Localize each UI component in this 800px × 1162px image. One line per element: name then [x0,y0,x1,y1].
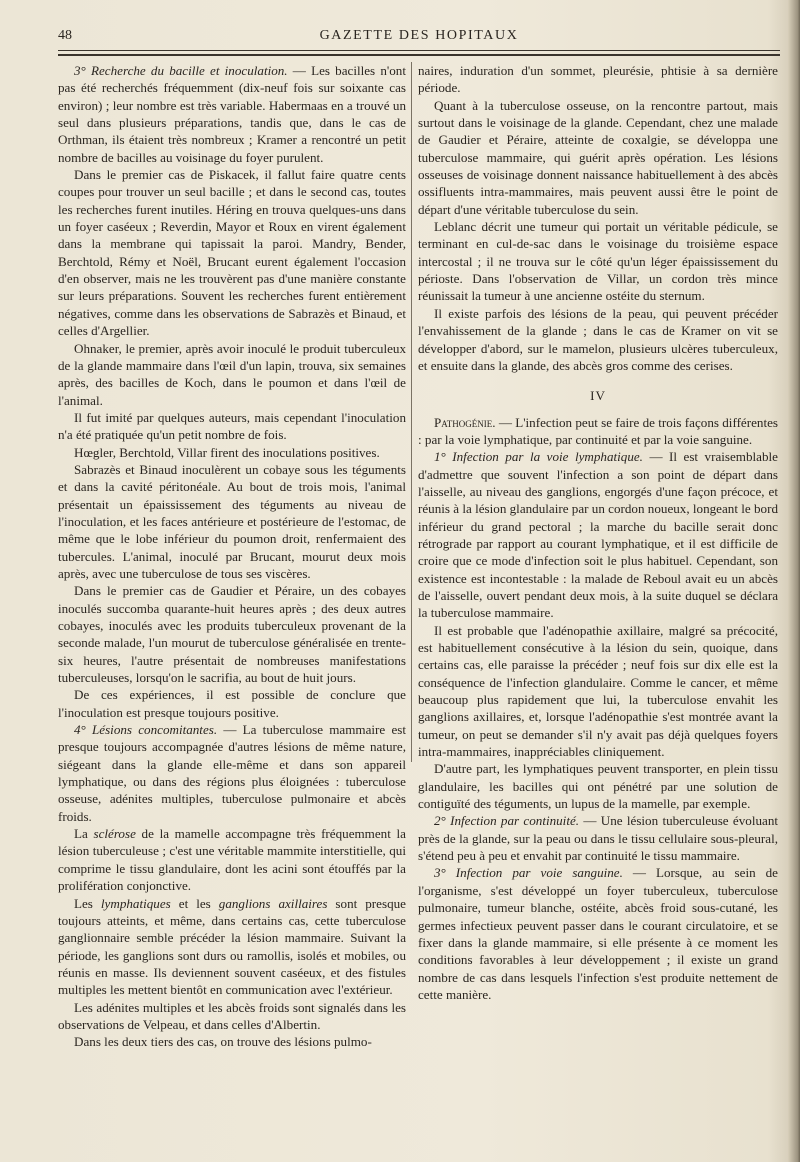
paragraph: Dans les deux tiers des cas, on trouve des lésions pulmo- [74,1034,372,1050]
page-header [58,28,780,50]
paragraph: Sabrazès et Binaud inoculèrent un cobaye sous les téguments et dans la cavité péritonéale. Au bout de trois mois, l'animal présentait un épaississement des téguments au niveau de l'inoculation, et les faces antérieure et postérieure de l'estomac, de même que le lobe inférieur du poumon droit, renfermaient des tubercules. L'animal, inoculé par Brucant, mourut deux mois après, avec une tuberculose de tous ses viscères. [58,461,406,581]
page-number: 48 [58,28,72,43]
paragraph: Il est probable que l'adénopathie axillaire, malgré sa précocité, est habituellement consécutive à la lésion du sein, quoique, dans certains cas, elle paraisse la précéder ; neuf fois sur dix elle est la conséquence de l'infection glandulaire. Comme le cancer, et même beaucoup plus rapidement que lui, la tuberculose envahit les ganglions axillaires, et, lorsque l'adénopathie s'est montrée avant la tumeur, on peut se demander s'il n'y avait pas déjà quelques foyers intra-mammaires, inappréciables cliniquement. [418,622,778,760]
running-title: GAZETTE DES HOPITAUX [319,28,519,43]
paragraph: Leblanc décrit une tumeur qui portait un véritable pédicule, se terminant en cul-de-sac dans le voisinage du troisième espace intercostal ; il ne trouva sur le côté qu'un léger épaississement du périoste. Dans l'observation de Villar, un cordon très mince réunissait la tumeur à une ancienne ostéite du sternum. [418,219,778,304]
binding-edge [788,0,800,1162]
right-column [418,62,778,1003]
paragraph: D'autre part, les lymphatiques peuvent transporter, en plein tissu glandulaire, les bacilles qui ont pénétré par une solution de contiguïté des téguments, un lupus de la mamelle, par exemple. [418,761,778,812]
paragraph: Il fut imité par quelques auteurs, mais cependant l'inoculation n'a été pratiquée qu'un petit nombre de fois. [58,409,406,443]
section-heading: IV [590,388,606,404]
header-rule-thin [58,50,780,51]
paragraph: La sclérose de la mamelle accompagne très fréquemment la lésion tuberculeuse ; c'est une véritable mammite interstitielle, qui comprime le tissu glandulaire, dont les acini sont étouffés par la prolifération conjonctive. [58,826,406,894]
left-column [58,62,406,1051]
paragraph: De ces expériences, il est possible de conclure que l'inoculation est presque toujours positive. [58,687,406,720]
paragraph: 3° Recherche du bacille et inoculation. — Les bacilles n'ont pas été recherchés fréquemment (dix-neuf fois sur soixante cas environ) ; leur nombre est très variable. Habermaas en a trouvé un seul dans plusieurs préparations, tandis que, dans le cas de Orthman, ils étaient très nombreux ; Kramer a rencontré un petit nombre de bacilles au voisinage du foyer purulent. [58,63,406,165]
header-rule-thick [58,54,780,56]
paragraph: Dans le premier cas de Piskacek, il fallut faire quatre cents coupes pour trouver un seul bacille ; et dans le second cas, toutes les recherches furent inutiles. Héring en trouva quelques-uns dans un foyer caséeux ; Reverdin, Mayor et Roux en virent également dans la membrane qui tapissait la paroi. Mandry, Bender, Berchtold, Rémy et Noël, Brucant eurent également l'occasion d'en observer, mais ne les trouvèrent pas d'une manière constante sur leurs préparations. Souvent les recherches furent entièrement négatives, comme dans les observations de Sabrazès et Binaud, et celles d'Argellier. [58,167,406,339]
paragraph: Les lymphatiques et les ganglions axillaires sont presque toujours atteints, et même, dans certains cas, cette tuberculose ganglionnaire semble précéder la lésion mammaire. Suivant la période, les ganglions sont durs ou ramollis, isolés et mobiles, ou réunis en masse. Ils deviennent souvent caséeux, et des fistules multiples les mettent bientôt en communication avec l'extérieur. [58,895,406,998]
paragraph: Hœgler, Berchtold, Villar firent des inoculations positives. [74,444,380,460]
paragraph: naires, induration d'un sommet, pleurésie, phtisie à sa dernière période. [418,63,778,96]
paragraph: Pathogénie. — L'infection peut se faire de trois façons différentes : par la voie lymphatique, par continuité et par la voie sanguine. [418,414,778,447]
paragraph: 4° Lésions concomitantes. — La tuberculose mammaire est presque toujours accompagnée d'autres lésions de même nature, siégeant dans la glande elle-même et dans son appareil lymphatique, ou dans des régions plus éloignées : tuberculose osseuse, adénites multiples, tuberculose pulmonaire et abcès froids. [58,722,406,824]
paragraph: 3° Infection par voie sanguine. — Lorsque, au sein de l'organisme, s'est développé un foyer tuberculeux, tuberculose pulmonaire, tumeur blanche, ostéite, abcès froid sous-cutané, les germes infectieux peuvent passer dans le courant circulatoire, et se fixer dans la glande mammaire, si elle présente à ce moment les conditions favorables à leur développement ; il existe un grand nombre de cas dans lesquels l'infection s'est produite nettement de cette manière. [418,865,778,1002]
paragraph: Dans le premier cas de Gaudier et Péraire, un des cobayes inoculés succomba quarante-huit heures après ; des deux autres cobayes, inoculés avec les produits tuberculeux provenant de la seconde malade, l'un mourut de tuberculose généralisée en trente-six heures, l'autre présentait de nombreuses manifestations tuberculeuses, lorsqu'on le sacrifia, au bout de huit jours. [58,583,406,686]
paragraph: Quant à la tuberculose osseuse, on la rencontre partout, mais surtout dans le voisinage de la glande. Cependant, chez une malade de Gaudier et Péraire, atteinte de coxalgie, se développa une tuberculose mammaire, qui guérit après opération. Les lésions osseuses de voisinage donnent naissance habituellement à des abcès ossifluents intra-mammaires, mais peuvent aussi être le point de départ d'une véritable tuberculose du sein. [418,97,778,217]
paragraph: Les adénites multiples et les abcès froids sont signalés dans les observations de Velpeau, et dans celles d'Albertin. [58,999,406,1032]
paragraph: Ohnaker, le premier, après avoir inoculé le produit tuberculeux de la glande mammaire dans l'œil d'un lapin, trouva, six semaines après, des bacilles de Koch, dans le poumon et dans l'œil de l'animal. [58,340,406,408]
paragraph: 2° Infection par continuité. — Une lésion tuberculeuse évoluant près de la glande, sur la peau ou dans le tissu cellulaire sous-pleural, s'étend peu à peu et envahit par continuité le tissu mammaire. [418,813,779,864]
column-divider [411,62,412,762]
paragraph: 1° Infection par la voie lymphatique. — Il est vraisemblable d'admettre que souvent l'infection a son point de départ dans l'aisselle, au niveau des ganglions, engorgés d'une façon précoce, et réunis à la lésion glandulaire par un cordon noueux, longeant le bord inférieur du grand pectoral ; la marche du bacille serait donc rétrograde par rapport au courant lymphatique, et il est difficile de croire que ce mode d'infection soit le plus habituel. Cependant, son existence est incontestable : la malade de Reboul avait eu un abcès de l'aisselle, ouvert pendant deux mois, à la suite duquel se déclara la tuberculose mammaire. [418,449,778,621]
paragraph: Il existe parfois des lésions de la peau, qui peuvent précéder l'envahissement de la glande ; dans le cas de Kramer on vit se développer d'abord, sur le mamelon, plusieurs ulcères tuberculeux, et ensuite dans la glande, des abcès gros comme des cerises. [418,305,778,373]
